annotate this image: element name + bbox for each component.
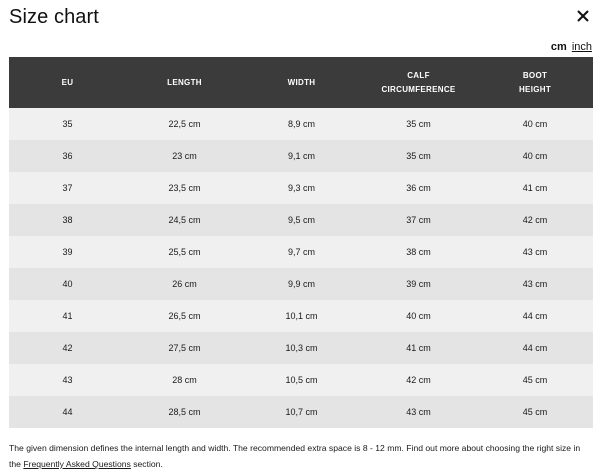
column-header-line: EU: [61, 77, 74, 87]
table-cell: 9,3 cm: [243, 172, 360, 204]
table-cell: 41: [9, 300, 126, 332]
modal-header: [0, 0, 600, 40]
table-header-row: [9, 57, 593, 108]
table-cell: 36: [9, 140, 126, 172]
table-cell: 28 cm: [126, 364, 243, 396]
table-row: [9, 236, 593, 268]
column-header-eu: [9, 57, 126, 108]
column-header-boot-height: [477, 57, 593, 108]
table-cell: 42: [9, 332, 126, 364]
table-cell: 26,5 cm: [126, 300, 243, 332]
table-cell: 35 cm: [360, 108, 477, 140]
table-row: [9, 204, 593, 236]
table-row: [9, 364, 593, 396]
table-cell: 9,7 cm: [243, 236, 360, 268]
table-row: [9, 396, 593, 428]
table-cell: 43 cm: [477, 236, 593, 268]
table-cell: 44: [9, 396, 126, 428]
column-header-width: [243, 57, 360, 108]
table-cell: 43: [9, 364, 126, 396]
table-cell: 23 cm: [126, 140, 243, 172]
table-cell: 10,3 cm: [243, 332, 360, 364]
page-title: Size chart: [9, 6, 99, 28]
table-row: [9, 300, 593, 332]
table-cell: 23,5 cm: [126, 172, 243, 204]
table-cell: 40 cm: [477, 108, 593, 140]
table-cell: 42 cm: [360, 364, 477, 396]
table-cell: 40 cm: [477, 140, 593, 172]
table-cell: 42 cm: [477, 204, 593, 236]
column-header-line: LENGTH: [167, 77, 202, 87]
table-row: [9, 140, 593, 172]
column-header-calf: [360, 57, 477, 108]
table-cell: 40 cm: [360, 300, 477, 332]
column-header-length: [126, 57, 243, 108]
column-header-line: BOOT: [522, 70, 548, 80]
table-cell: 45 cm: [477, 364, 593, 396]
faq-link[interactable]: Frequently Asked Questions: [23, 459, 131, 469]
table-cell: 22,5 cm: [126, 108, 243, 140]
table-cell: 26 cm: [126, 268, 243, 300]
table-cell: 38: [9, 204, 126, 236]
table-cell: 43 cm: [360, 396, 477, 428]
table-row: [9, 172, 593, 204]
table-row: [9, 108, 593, 140]
table-cell: 10,1 cm: [243, 300, 360, 332]
column-header-line: HEIGHT: [518, 84, 552, 94]
table-cell: 35: [9, 108, 126, 140]
table-cell: 44 cm: [477, 300, 593, 332]
footnote-text-end: section.: [130, 459, 163, 469]
column-header-line: WIDTH: [287, 77, 316, 87]
table-cell: 9,5 cm: [243, 204, 360, 236]
table-cell: 43 cm: [477, 268, 593, 300]
table-row: [9, 268, 593, 300]
table-cell: 36 cm: [360, 172, 477, 204]
table-cell: 41 cm: [477, 172, 593, 204]
size-footnote: [9, 440, 593, 470]
table-cell: 28,5 cm: [126, 396, 243, 428]
column-header-line: CALF: [407, 70, 430, 80]
table-cell: 8,9 cm: [243, 108, 360, 140]
table-cell: 38 cm: [360, 236, 477, 268]
footnote-text: The given dimension defines the internal length and width. The recommended extra space is 8 - 12 mm. Find out more about choosing the right size in the: [9, 443, 581, 469]
table-cell: 9,1 cm: [243, 140, 360, 172]
table-cell: 24,5 cm: [126, 204, 243, 236]
table-row: [9, 332, 593, 364]
unit-inch-toggle[interactable]: inch: [571, 41, 592, 53]
close-button[interactable]: [572, 6, 594, 28]
table-cell: 45 cm: [477, 396, 593, 428]
table-cell: 27,5 cm: [126, 332, 243, 364]
table-cell: 39 cm: [360, 268, 477, 300]
table-cell: 41 cm: [360, 332, 477, 364]
table-cell: 25,5 cm: [126, 236, 243, 268]
unit-cm-toggle[interactable]: cm: [550, 41, 567, 53]
table-cell: 37: [9, 172, 126, 204]
size-table: [9, 57, 593, 428]
table-cell: 44 cm: [477, 332, 593, 364]
unit-switcher: [551, 41, 592, 53]
table-cell: 9,9 cm: [243, 268, 360, 300]
table-cell: 35 cm: [360, 140, 477, 172]
column-header-line: CIRCUMFERENCE: [381, 84, 456, 94]
table-cell: 10,7 cm: [243, 396, 360, 428]
table-cell: 10,5 cm: [243, 364, 360, 396]
close-icon: [572, 6, 594, 28]
table-cell: 40: [9, 268, 126, 300]
table-cell: 37 cm: [360, 204, 477, 236]
table-cell: 39: [9, 236, 126, 268]
